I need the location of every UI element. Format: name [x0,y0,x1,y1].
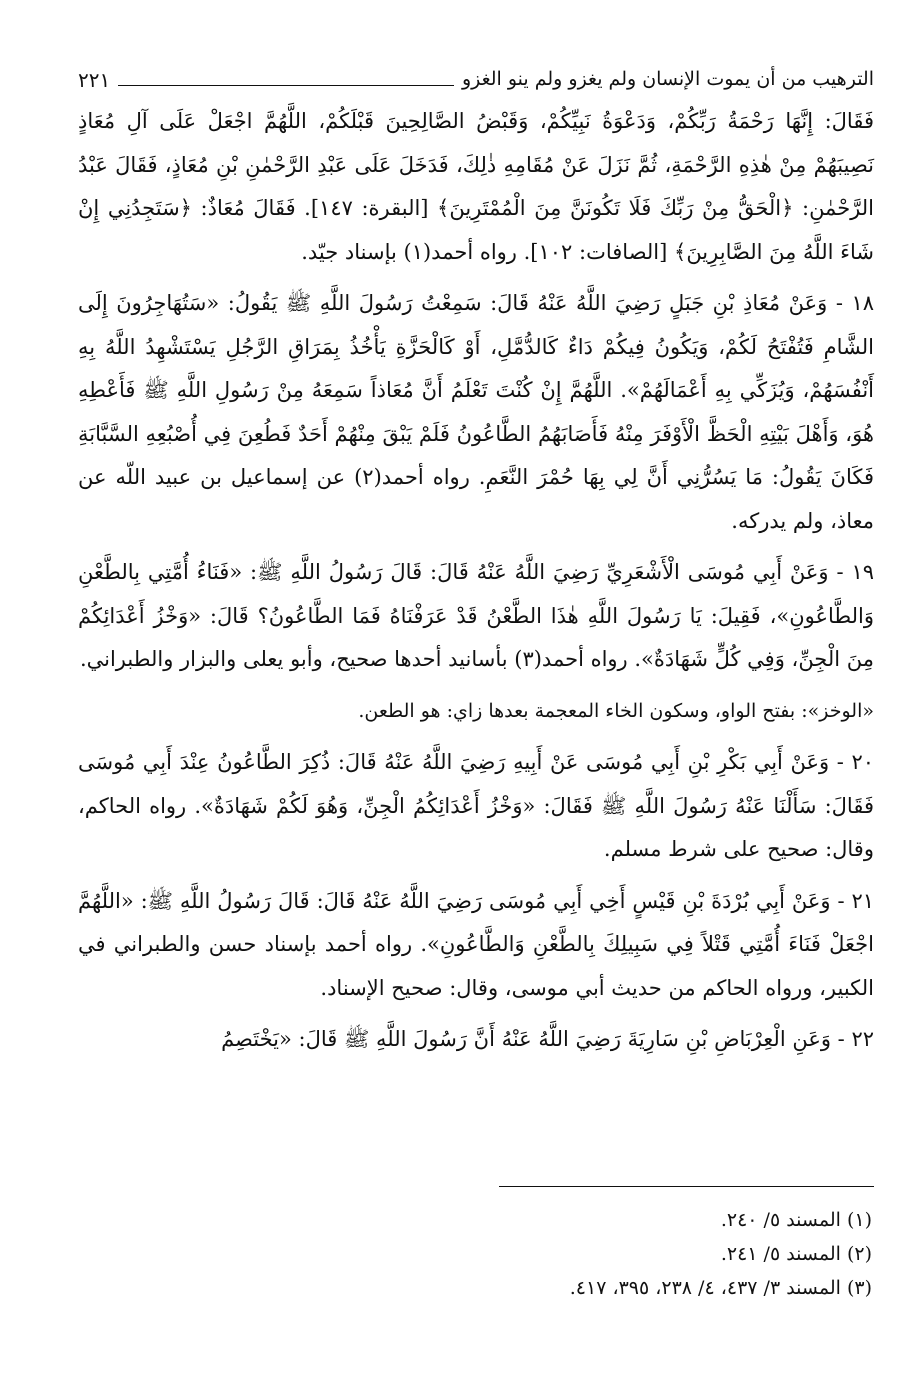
footnotes [78,1203,874,1305]
page-number: ٢٢١ [78,68,111,92]
body-text [78,100,874,1062]
hadith-20: ٢٠ - وَعَنْ أَبِي بَكْرِ بْنِ أَبِي مُوسَى عَنْ أَبِيهِ رَضِيَ اللَّهُ عَنْهُ قَالَ: ذُكِرَ الطَّاعُونُ عِنْدَ أَبِي مُوسَى فَقَالَ: سَأَلْنَا عَنْهُ رَسُولَ اللَّهِ ﷺ فَقَالَ: «وَخْزُ أَعْدَائِكُمُ الْجِنِّ، وَهُوَ لَكُمْ شَهَادَةٌ». رواه الحاكم، وقال: صحيح على شرط مسلم. [78,750,874,861]
glossary-note: «الوخز»: بفتح الواو، وسكون الخاء المعجمة بعدها زاي: هو الطعن. [358,699,874,722]
header-rule [118,85,454,86]
hadith-21: ٢١ - وَعَنْ أَبِي بُرْدَةَ بْنِ قَيْسٍ أَخِي أَبِي مُوسَى رَضِيَ اللَّهُ عَنْهُ قَالَ: قَالَ رَسُولُ اللَّهِ ﷺ: «اللَّهُمَّ اجْعَلْ فَنَاءَ أُمَّتِي قَتْلاً فِي سَبِيلِكَ بِالطَّعْنِ وَالطَّاعُونِ». رواه أحمد بإسناد حسن والطبراني في الكبير، ورواه الحاكم من حديث أبي موسى، وقال: صحيح الإسناد. [78,888,874,1000]
hadith-19: ١٩ - وَعَنْ أَبِي مُوسَى الْأَشْعَرِيِّ رَضِيَ اللَّهُ عَنْهُ قَالَ: قَالَ رَسُولُ اللَّهِ ﷺ: «فَنَاءُ أُمَّتِي بِالطَّعْنِ وَالطَّاعُونِ»، فَقِيلَ: يَا رَسُولَ اللَّهِ هٰذَا الطَّعْنُ قَدْ عَرَفْنَاهُ فَمَا الطَّاعُونُ؟ قَالَ: «وَخْزُ أَعْدَائِكُمْ مِنَ الْجِنِّ، وَفِي كُلٍّ شَهَادَةٌ». رواه أحمد(٣) بأسانيد أحدها صحيح، وأبو يعلى والبزار والطبراني. [78,560,874,671]
running-header [78,58,874,96]
chapter-title: الترهيب من أن يموت الإنسان ولم يغزو ولم ينو الغزو [461,68,874,90]
hadith-18: ١٨ - وَعَنْ مُعَاذِ بْنِ جَبَلٍ رَضِيَ اللَّهُ عَنْهُ قَالَ: سَمِعْتُ رَسُولَ اللَّهِ ﷺ يَقُولُ: «سَتُهَاجِرُونَ إِلَى الشَّامِ فَتُفْتَحُ لَكُمْ، وَيَكُونُ فِيكُمْ دَاءٌ كَالدُّمَّلِ، أَوْ كَالْحَزَّةِ يَأْخُذُ بِمَرَاقِ الرَّجُلِ يَسْتَشْهِدُ اللَّهُ بِهِ أَنْفُسَهُمْ، وَيُزَكِّي بِهِ أَعْمَالَهُمْ». اللَّهُمَّ إِنْ كُنْتَ تَعْلَمُ أَنَّ مُعَاذاً سَمِعَهُ مِنْ رَسُولِ اللَّهِ ﷺ فَأَعْطِهِ هُوَ، وَأَهْلَ بَيْتِهِ الْحَظَّ الْأَوْفَرَ مِنْهُ فَأَصَابَهُمُ الطَّاعُونُ فَلَمْ يَبْقَ مِنْهُمْ أَحَدٌ فَطُعِنَ فِي أُصْبُعِهِ السَّبَّابَةِ فَكَانَ يَقُولُ: مَا يَسُرُّنِي أَنَّ لِي بِهَا حُمْرَ النَّعَمِ. رواه أحمد(٢) عن إسماعيل بن عبيد اللّه عن معاذ، ولم يدركه. [78,291,874,533]
footnote-2: (٢) المسند ٥/ ٢٤١. [720,1243,872,1265]
paragraph-continuation: فَقَالَ: إِنَّهَا رَحْمَةُ رَبِّكُمْ، وَدَعْوَةُ نَبِيِّكُمْ، وَقَبْضُ الصَّالِحِينَ قَبْلَكُمْ، اللَّهُمَّ اجْعَلْ عَلَى آلِ مُعَاذٍ نَصِيبَهُمْ مِنْ هٰذِهِ الرَّحْمَةِ، ثُمَّ نَزَلَ عَنْ مُقَامِهِ ذٰلِكَ، فَدَخَلَ عَلَى عَبْدِ الرَّحْمٰنِ بْنِ مُعَاذٍ، فَقَالَ عَبْدُ الرَّحْمٰنِ: ﴿الْحَقُّ مِنْ رَبِّكَ فَلَا تَكُونَنَّ مِنَ الْمُمْتَرِينَ﴾ [البقرة: ١٤٧]. فَقَالَ مُعَاذٌ: ﴿سَتَجِدُنِي إِنْ شَاءَ اللَّهُ مِنَ الصَّابِرِينَ﴾ [الصافات: ١٠٢]. رواه أحمد(١) بإسناد جيّد. [78,109,874,264]
footnote-3: (٣) المسند ٣/ ٤٣٧، ٤/ ٢٣٨، ٣٩٥، ٤١٧. [569,1277,872,1299]
footnotes-divider [499,1186,874,1187]
book-page [78,58,874,1358]
hadith-22: ٢٢ - وَعَنِ الْعِرْبَاضِ بْنِ سَارِيَةَ رَضِيَ اللَّهُ عَنْهُ أَنَّ رَسُولَ اللَّهِ ﷺ قَالَ: «يَخْتَصِمُ [221,1027,874,1051]
footnote-1: (١) المسند ٥/ ٢٤٠. [720,1209,872,1231]
